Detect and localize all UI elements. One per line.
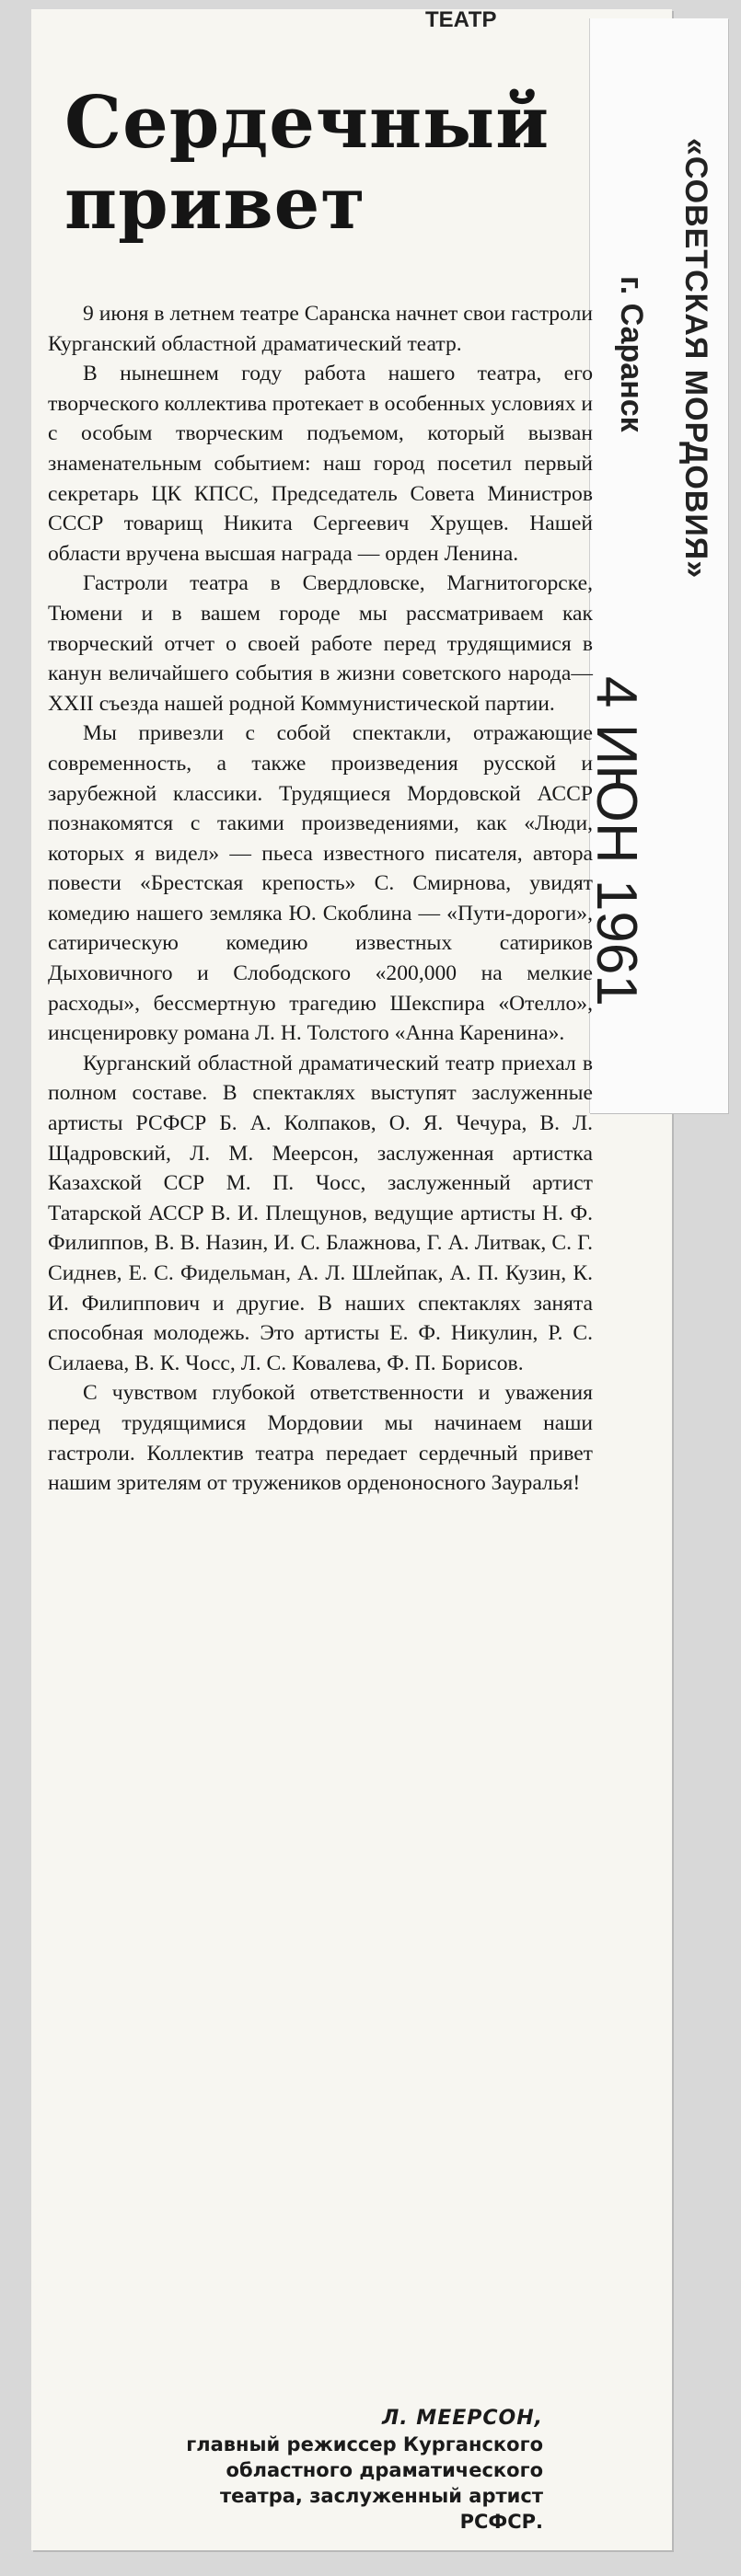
author-name: Л. МЕЕРСОН, bbox=[382, 2407, 543, 2430]
source-newspaper-name: «СОВЕТСКАЯ МОРДОВИЯ» bbox=[678, 138, 713, 580]
author-signature bbox=[106, 2406, 543, 2535]
source-date-stamp: 4 ИЮН 1961 bbox=[585, 676, 648, 1006]
article-paragraph: Курганский областной драматический театр приехал в полном составе. В спектаклях выступят заслуженные артисты РСФСР Б. А. Колпаков, О. Я. Чечура, В. Л. Щадровский, Л. М. Меерсон, заслуженная артистка Казахской ССР М. П. Чосс, заслуженный артист Татарской АССР В. И. Плещунов, ведущие артисты Н. Ф. Филиппов, В. В. Назин, И. С. Блажнова, Г. А. Литвак, С. Г. Сиднев, Е. С. Фидельман, А. Л. Шлейпак, А. П. Кузин, К. И. Филиппович и другие. В наших спектаклях занята способная молодежь. Это артисты Е. Ф. Никулин, Р. С. Силаева, В. К. Чосс, Л. С. Ковалева, Ф. П. Борисов. bbox=[48, 1051, 593, 1375]
article-paragraph: С чувством глубокой ответственности и уважения перед трудящимися Мордовии мы начинаем наши гастроли. Коллектив театра передает сердечный привет нашим зрителям от тружеников орденоносного Зауралья! bbox=[48, 1381, 593, 1496]
article-paragraph: 9 июня в летнем театре Саранска начнет свои гастроли Курганский областной драматический театр. bbox=[48, 302, 593, 356]
article-paragraph: Гастроли театра в Свердловске, Магнитогорске, Тюмени и в вашем городе мы рассматриваем как творческий отчет о своей работе перед трудящимися в канун величайшего события в жизни советского народа—XXII съезда нашей родной Коммунистической партии. bbox=[48, 571, 593, 716]
section-tag: ТЕАТР bbox=[425, 7, 497, 32]
author-title-line: РСФСР. bbox=[459, 2511, 543, 2533]
article-paragraph: Мы привезли с собой спектакли, отражающие современность, а также произведения русской и зарубежной классики. Трудящиеся Мордовской АССР познакомятся с такими произведениями, как «Люди, которых я видел» — пьеса известного писателя, автора повести «Брестская крепость» С. Смирнова, увидят комедию нашего земляка Ю. Скоблина — «Пути-дороги», сатирическую комедию известных сатириков Дыховичного и Слободского «200,000 на мелкие расходы», бессмертную трагедию Шекспира «Отелло», инсценировку романа Л. Н. Толстого «Анна Каренина». bbox=[48, 721, 593, 1046]
article-body bbox=[48, 299, 593, 1499]
source-city: г. Саранск bbox=[614, 276, 649, 432]
author-title-line: театра, заслуженный артист bbox=[219, 2485, 543, 2507]
article-headline: Сердечный привет bbox=[64, 81, 550, 246]
article-paragraph: В нынешнем году работа нашего театра, его творческого коллектива протекает в особенных условиях и с особым творческим подъемом, который вызван знаменательным событием: наш город посетил первый секретарь ЦК КПСС, Председатель Совета Министров СССР товарищ Никита Сергеевич Хрущев. Нашей области вручена высшая награда — орден Ленина. bbox=[48, 362, 593, 566]
author-title-line: областного драматического bbox=[226, 2459, 543, 2481]
author-title-line: главный режиссер Курганского bbox=[186, 2433, 543, 2455]
